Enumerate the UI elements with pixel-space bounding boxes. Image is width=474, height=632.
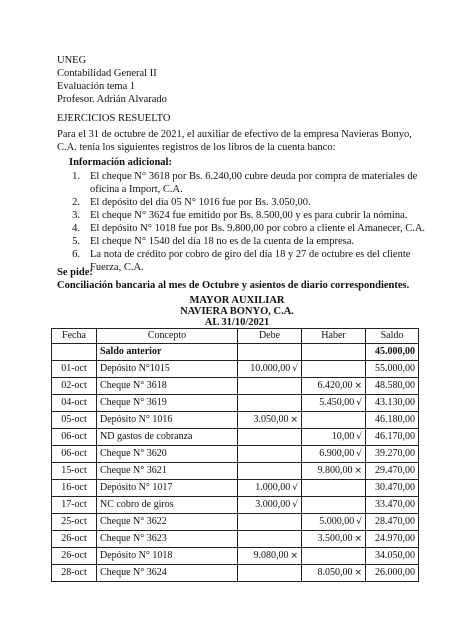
check-mark-icon: √	[356, 432, 362, 442]
cell-fecha	[52, 429, 97, 446]
cell-fecha-value: 16-oct	[61, 482, 87, 493]
list-item-number: 5.	[72, 236, 80, 247]
cell-fecha	[52, 480, 97, 497]
column-header-saldo: Saldo	[366, 329, 419, 344]
cell-concepto-value: Depósito N°1015	[100, 363, 170, 374]
cell-debe-value: 9.080,00	[253, 550, 289, 561]
cell-saldo-value: 28.470,00	[375, 516, 415, 527]
list-item-text: El cheque N° 3624 fue emitido por Bs. 8.500,00 y es para cubrir la nómina.	[90, 210, 408, 221]
cell-debe	[238, 446, 302, 463]
cell-saldo	[366, 361, 419, 378]
cell-haber-value: 6.420,00	[317, 380, 353, 391]
cell-haber-value: 9.800,00	[317, 465, 353, 476]
cell-concepto	[97, 446, 238, 463]
cell-haber-value: 5.000,00	[319, 516, 355, 527]
cross-mark-icon: ×	[290, 415, 298, 425]
cell-concepto	[97, 548, 238, 565]
cell-concepto-value: Cheque N° 3621	[100, 465, 167, 476]
cell-debe	[238, 480, 302, 497]
list-item-number: 4.	[72, 223, 80, 234]
cell-saldo	[366, 429, 419, 446]
cell-debe	[238, 497, 302, 514]
cell-fecha	[52, 514, 97, 531]
table-row	[52, 446, 419, 463]
cell-concepto-value: Cheque N° 3619	[100, 397, 167, 408]
ledger-title-date: AL 31/10/2021	[204, 317, 270, 328]
cell-fecha-value: 17-oct	[61, 499, 87, 510]
cell-concepto	[97, 531, 238, 548]
cell-haber	[302, 514, 366, 531]
info-list	[57, 170, 440, 274]
info-title: Información adicional:	[69, 157, 172, 168]
cell-fecha	[52, 565, 97, 582]
header-line-university: UNEG	[57, 55, 87, 66]
cell-debe	[238, 344, 302, 361]
cell-fecha	[52, 531, 97, 548]
cell-haber	[302, 429, 366, 446]
ledger-table	[51, 328, 419, 582]
cell-concepto-value: Cheque N° 3622	[100, 516, 167, 527]
cell-haber-value: 6.900,00	[319, 448, 355, 459]
cell-concepto	[97, 344, 238, 361]
list-item-number: 3.	[72, 210, 80, 221]
cell-haber	[302, 395, 366, 412]
cell-haber-value: 8.050,00	[317, 567, 353, 578]
cell-fecha-value: 05-oct	[61, 414, 87, 425]
cell-fecha-value: 06-oct	[61, 431, 87, 442]
cell-haber	[302, 463, 366, 480]
table-row	[52, 361, 419, 378]
cell-fecha	[52, 463, 97, 480]
cell-fecha-value: 04-oct	[61, 397, 87, 408]
check-mark-icon: √	[356, 517, 362, 527]
check-mark-icon: √	[292, 500, 298, 510]
cell-saldo-value: 29.470,00	[375, 465, 415, 476]
table-row	[52, 497, 419, 514]
cell-concepto	[97, 565, 238, 582]
cell-haber	[302, 446, 366, 463]
se-pide-heading: Se pide:	[57, 267, 93, 278]
cell-saldo-value: 34.050,00	[375, 550, 415, 561]
header-line-evaluation: Evaluación tema 1	[57, 81, 136, 92]
cell-concepto	[97, 514, 238, 531]
cell-fecha-value: 06-oct	[61, 448, 87, 459]
cell-concepto-value: Cheque N° 3624	[100, 567, 167, 578]
table-row	[52, 344, 419, 361]
table-row	[52, 395, 419, 412]
ledger-title-company: NAVIERA BONYO, C.A.	[180, 306, 294, 317]
cell-haber	[302, 565, 366, 582]
cell-fecha	[52, 412, 97, 429]
cell-debe	[238, 361, 302, 378]
cell-concepto	[97, 361, 238, 378]
cell-debe	[238, 565, 302, 582]
cell-concepto-value: ND gastos de cobranza	[100, 431, 193, 442]
list-item	[57, 235, 440, 248]
cross-mark-icon: ×	[354, 381, 362, 391]
cell-saldo	[366, 565, 419, 582]
table-header-row	[52, 329, 419, 344]
cell-saldo	[366, 344, 419, 361]
cell-concepto-value: Cheque N° 3618	[100, 380, 167, 391]
cell-fecha	[52, 395, 97, 412]
cell-haber	[302, 344, 366, 361]
cell-concepto-value: Depósito N° 1017	[100, 482, 173, 493]
table-row	[52, 565, 419, 582]
section-title: EJERCICIOS RESUELTO	[57, 113, 171, 124]
cell-haber	[302, 412, 366, 429]
list-item-text: El depósito del día 05 N° 1016 fue por Bs. 3.050,00.	[90, 197, 311, 208]
check-mark-icon: √	[292, 483, 298, 493]
column-header-concepto: Concepto	[97, 329, 238, 344]
table-row	[52, 378, 419, 395]
cell-saldo-value: 24.970,00	[375, 533, 415, 544]
cell-debe	[238, 531, 302, 548]
cell-concepto-value: Cheque N° 3620	[100, 448, 167, 459]
cell-concepto	[97, 463, 238, 480]
cell-debe-value: 3.000,00	[255, 499, 291, 510]
cell-debe	[238, 378, 302, 395]
cell-fecha	[52, 361, 97, 378]
table-row	[52, 463, 419, 480]
table-row	[52, 514, 419, 531]
cell-saldo	[366, 463, 419, 480]
cell-debe-value: 10.000,00	[250, 363, 291, 374]
cell-haber	[302, 480, 366, 497]
cell-haber	[302, 497, 366, 514]
cell-concepto	[97, 429, 238, 446]
ledger-title	[0, 295, 474, 328]
cross-mark-icon: ×	[290, 551, 298, 561]
cell-haber	[302, 548, 366, 565]
cell-saldo	[366, 548, 419, 565]
cell-concepto-value: Saldo anterior	[100, 346, 162, 357]
cell-debe-value: 1.000,00	[255, 482, 291, 493]
cell-saldo	[366, 514, 419, 531]
cell-concepto	[97, 480, 238, 497]
cell-concepto	[97, 412, 238, 429]
cell-saldo-value: 48.580,00	[375, 380, 415, 391]
column-header-fecha: Fecha	[52, 329, 97, 344]
header-line-professor: Profesor. Adrián Alvarado	[57, 94, 167, 105]
cell-fecha-value: 15-oct	[61, 465, 87, 476]
list-item-text: El cheque N° 1540 del día 18 no es de la cuenta de la empresa.	[90, 236, 354, 247]
cell-fecha	[52, 344, 97, 361]
list-item-number: 6.	[72, 249, 80, 260]
header-line-course: Contabilidad General II	[57, 68, 157, 79]
list-item-text: El depósito N° 1018 fue por Bs. 9.800,00 por cobro a cliente el Amanecer, C.A.	[90, 223, 426, 234]
cross-mark-icon: ×	[354, 466, 362, 476]
cell-saldo-value: 55.000,00	[375, 363, 415, 374]
list-item-text: El cheque N° 3618 por Bs. 6.240,00 cubre deuda por compra de materiales de oficina a Import, C.A.	[90, 171, 418, 195]
cell-haber	[302, 378, 366, 395]
column-header-debe: Debe	[238, 329, 302, 344]
ledger-body	[52, 344, 419, 582]
intro-paragraph: Para el 31 de octubre de 2021, el auxiliar de efectivo de la empresa Navieras Bonyo, C.A. tenía los siguientes registros de los libros de la cuenta banco:	[57, 129, 412, 153]
cell-concepto-value: NC cobro de giros	[100, 499, 174, 510]
cell-haber	[302, 361, 366, 378]
cell-fecha-value: 01-oct	[61, 363, 87, 374]
cell-debe-value: 3.050,00	[253, 414, 289, 425]
cell-saldo-value: 39.270,00	[375, 448, 415, 459]
cross-mark-icon: ×	[354, 568, 362, 578]
cell-debe	[238, 514, 302, 531]
cell-saldo-value: 46.180,00	[375, 414, 415, 425]
cell-debe	[238, 395, 302, 412]
cell-fecha	[52, 446, 97, 463]
cell-saldo	[366, 480, 419, 497]
ledger-title-line1: MAYOR AUXILIAR	[189, 295, 285, 306]
cell-haber-value: 3.500,00	[317, 533, 353, 544]
cell-debe	[238, 463, 302, 480]
cell-saldo-value: 45.000,00	[375, 346, 415, 357]
cell-saldo	[366, 412, 419, 429]
cell-debe	[238, 429, 302, 446]
table-row	[52, 531, 419, 548]
cell-fecha-value: 25-oct	[61, 516, 87, 527]
column-header-haber: Haber	[302, 329, 366, 344]
cell-fecha	[52, 497, 97, 514]
list-item	[57, 222, 440, 235]
cross-mark-icon: ×	[354, 534, 362, 544]
table-row	[52, 480, 419, 497]
cell-fecha	[52, 378, 97, 395]
cell-fecha-value: 26-oct	[61, 550, 87, 561]
table-row	[52, 548, 419, 565]
cell-saldo	[366, 446, 419, 463]
cell-saldo-value: 43.130,00	[375, 397, 415, 408]
task-statement: Conciliación bancaria al mes de Octubre y asientos de diario correspondientes.	[57, 280, 410, 291]
cell-fecha-value: 26-oct	[61, 533, 87, 544]
cell-saldo	[366, 531, 419, 548]
cell-saldo-value: 46.170,00	[375, 431, 415, 442]
list-item	[57, 209, 440, 222]
check-mark-icon: √	[356, 398, 362, 408]
document-header	[57, 54, 167, 106]
cell-concepto	[97, 497, 238, 514]
cell-haber-value: 10,00	[331, 431, 355, 442]
check-mark-icon: √	[356, 449, 362, 459]
list-item-text: La nota de crédito por cobro de giro del día 18 y 27 de octubre es del cliente Fuerza, C.A.	[90, 249, 411, 273]
cell-fecha-value: 28-oct	[61, 567, 87, 578]
cell-concepto	[97, 378, 238, 395]
cell-saldo	[366, 497, 419, 514]
cell-saldo-value: 30.470,00	[375, 482, 415, 493]
cell-debe	[238, 412, 302, 429]
cell-haber-value: 5.450,00	[319, 397, 355, 408]
table-row	[52, 412, 419, 429]
cell-haber	[302, 531, 366, 548]
cell-concepto-value: Cheque N° 3623	[100, 533, 167, 544]
cell-concepto-value: Depósito N° 1018	[100, 550, 173, 561]
list-item-number: 2.	[72, 197, 80, 208]
cell-debe	[238, 548, 302, 565]
list-item	[57, 170, 440, 196]
cell-fecha	[52, 548, 97, 565]
cell-saldo	[366, 395, 419, 412]
cell-saldo-value: 26.000,00	[375, 567, 415, 578]
list-item-number: 1.	[72, 171, 80, 182]
cell-saldo	[366, 378, 419, 395]
table-row	[52, 429, 419, 446]
cell-saldo-value: 33.470,00	[375, 499, 415, 510]
cell-concepto	[97, 395, 238, 412]
cell-fecha-value: 02-oct	[61, 380, 87, 391]
cell-concepto-value: Depósito N° 1016	[100, 414, 173, 425]
check-mark-icon: √	[292, 364, 298, 374]
list-item	[57, 196, 440, 209]
list-item	[57, 248, 440, 274]
